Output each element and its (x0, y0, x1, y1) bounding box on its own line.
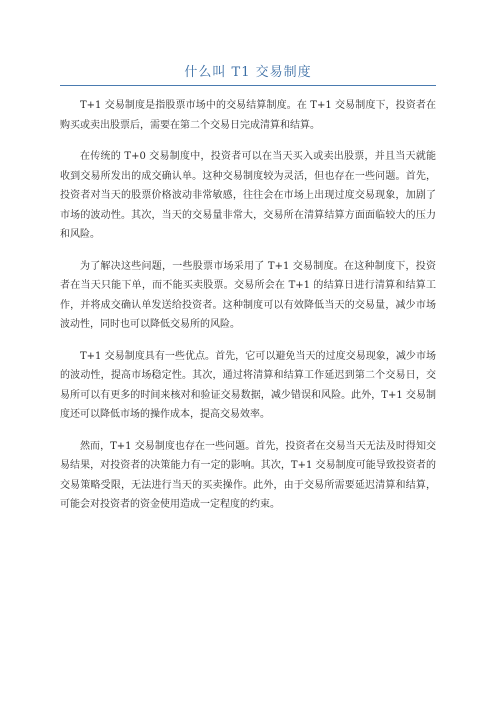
paragraph-3: 为了解决这些问题，一些股票市场采用了 T+1 交易制度。在这种制度下，投资者在当天只能下单，而不能买卖股票。交易所会在 T+1 的结算日进行清算和结算工作，并将成交确认单发送给投资者。这种制度可以有效降低当天的交易量，减少市场波动性，同时也可以降低交易所的风险。 (60, 260, 436, 330)
document-title: 什么叫 T1 交易制度 (184, 65, 312, 80)
document-body (60, 96, 436, 515)
paragraph-4: T+1 交易制度具有一些优点。首先，它可以避免当天的过度交易现象，减少市场的波动性，提高市场稳定性。其次，通过将清算和结算工作延迟到第二个交易日，交易所可以有更多的时间来核对和验证交易数据，减少错误和风险。此外，T+1 交易制度还可以降低市场的操作成本，提高交易效率。 (60, 350, 436, 420)
paragraph-2: 在传统的 T+0 交易制度中，投资者可以在当天买入或卖出股票，并且当天就能收到交易所发出的成交确认单。这种交易制度较为灵活，但也存在一些问题。首先，投资者对当天的股票价格波动非常敏感，往往会在市场上出现过度交易现象，加剧了市场的波动性。其次，当天的交易量非常大，交易所在清算结算方面面临较大的压力和风险。 (60, 151, 436, 240)
paragraph-1: T+1 交易制度是指股票市场中的交易结算制度。在 T+1 交易制度下，投资者在购买或卖出股票后，需要在第二个交易日完成清算和结算。 (60, 100, 436, 131)
paragraph-5: 然而，T+1 交易制度也存在一些问题。首先，投资者在交易当天无法及时得知交易结果，对投资者的决策能力有一定的影响。其次，T+1 交易制度可能导致投资者的交易策略受限，无法进行当天的买卖操作。此外，由于交易所需要延迟清算和结算，可能会对投资者的资金使用造成一定程度的约束。 (60, 440, 436, 510)
title-underline (60, 85, 436, 86)
